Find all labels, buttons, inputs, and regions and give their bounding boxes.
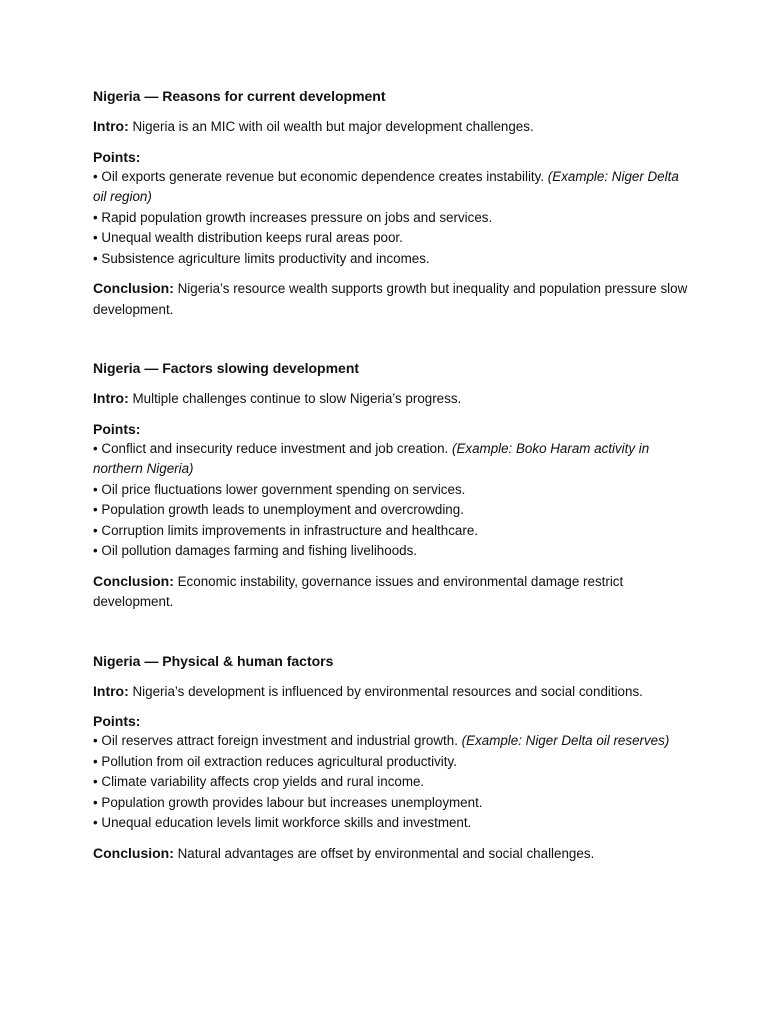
points-label: Points: xyxy=(93,420,141,437)
point-example: (Example: Niger Delta oil reserves) xyxy=(461,733,670,748)
section-reasons-for-development xyxy=(93,86,688,320)
conclusion-text: Economic instability, governance issues and environmental damage restrict development. xyxy=(93,573,624,609)
conclusion-text: Nigeria’s resource wealth supports growth but inequality and population pressure slow development. xyxy=(93,281,688,317)
point-text: • Unequal wealth distribution keeps rural areas poor. xyxy=(93,230,403,245)
intro-label: Intro: xyxy=(93,390,129,406)
point-text: • Oil price fluctuations lower government spending on services. xyxy=(93,481,466,497)
intro-label: Intro: xyxy=(93,682,129,699)
point-item xyxy=(93,521,688,542)
points-list xyxy=(93,731,688,834)
point-text: • Corruption limits improvements in infrastructure and healthcare. xyxy=(93,522,478,538)
point-text: • Population growth provides labour but increases unemployment. xyxy=(93,794,483,810)
points-list xyxy=(93,167,688,270)
section-physical-human-factors xyxy=(93,651,688,865)
point-text: • Oil pollution damages farming and fishing livelihoods. xyxy=(93,543,418,558)
points-label: Points: xyxy=(93,713,141,729)
point-text: • Conflict and insecurity reduce investment and job creation. xyxy=(93,440,449,456)
point-text: • Unequal education levels limit workforce skills and investment. xyxy=(93,815,472,830)
point-text: • Population growth leads to unemployment and overcrowding. xyxy=(93,502,464,517)
point-item xyxy=(93,731,688,752)
point-item xyxy=(93,480,688,501)
point-text: • Oil reserves attract foreign investment and industrial growth. xyxy=(93,733,458,748)
point-item xyxy=(93,228,688,249)
conclusion-label: Conclusion: xyxy=(93,844,174,861)
point-item xyxy=(93,813,688,834)
points-list xyxy=(93,439,688,562)
intro-paragraph xyxy=(93,116,688,138)
intro-text: Nigeria’s development is influenced by environmental resources and social conditions. xyxy=(132,683,643,699)
intro-paragraph xyxy=(93,388,688,410)
intro-text: Multiple challenges continue to slow Nigeria’s progress. xyxy=(132,391,462,406)
point-text: • Rapid population growth increases pressure on jobs and services. xyxy=(93,209,493,225)
point-text: • Climate variability affects crop yields and rural income. xyxy=(93,774,425,789)
point-example: (Example: Niger Delta oil region) xyxy=(93,168,679,204)
section-factors-slowing-development xyxy=(93,358,688,613)
point-item xyxy=(93,793,688,814)
conclusion-paragraph xyxy=(93,278,688,320)
point-item xyxy=(93,500,688,521)
point-text: • Pollution from oil extraction reduces agricultural productivity. xyxy=(93,753,457,769)
section-title: Nigeria — Reasons for current development xyxy=(93,88,386,104)
conclusion-label: Conclusion: xyxy=(93,572,174,589)
conclusion-label: Conclusion: xyxy=(93,280,174,296)
point-item xyxy=(93,772,688,793)
point-item xyxy=(93,752,688,773)
point-item xyxy=(93,208,688,229)
point-item xyxy=(93,167,688,208)
intro-paragraph xyxy=(93,681,688,703)
point-item xyxy=(93,249,688,270)
point-example: (Example: Boko Haram activity in northern Nigeria) xyxy=(93,440,650,476)
point-item xyxy=(93,541,688,562)
conclusion-text: Natural advantages are offset by environmental and social challenges. xyxy=(177,845,595,861)
section-title: Nigeria — Physical & human factors xyxy=(93,652,334,669)
intro-label: Intro: xyxy=(93,118,129,134)
point-text: • Oil exports generate revenue but economic dependence creates instability. xyxy=(93,168,545,184)
points-label: Points: xyxy=(93,148,141,165)
section-title: Nigeria — Factors slowing development xyxy=(93,360,360,376)
conclusion-paragraph xyxy=(93,571,688,613)
conclusion-paragraph xyxy=(93,843,688,865)
point-item xyxy=(93,439,688,480)
intro-text: Nigeria is an MIC with oil wealth but major development challenges. xyxy=(132,119,534,134)
point-text: • Subsistence agriculture limits productivity and incomes. xyxy=(93,250,430,266)
